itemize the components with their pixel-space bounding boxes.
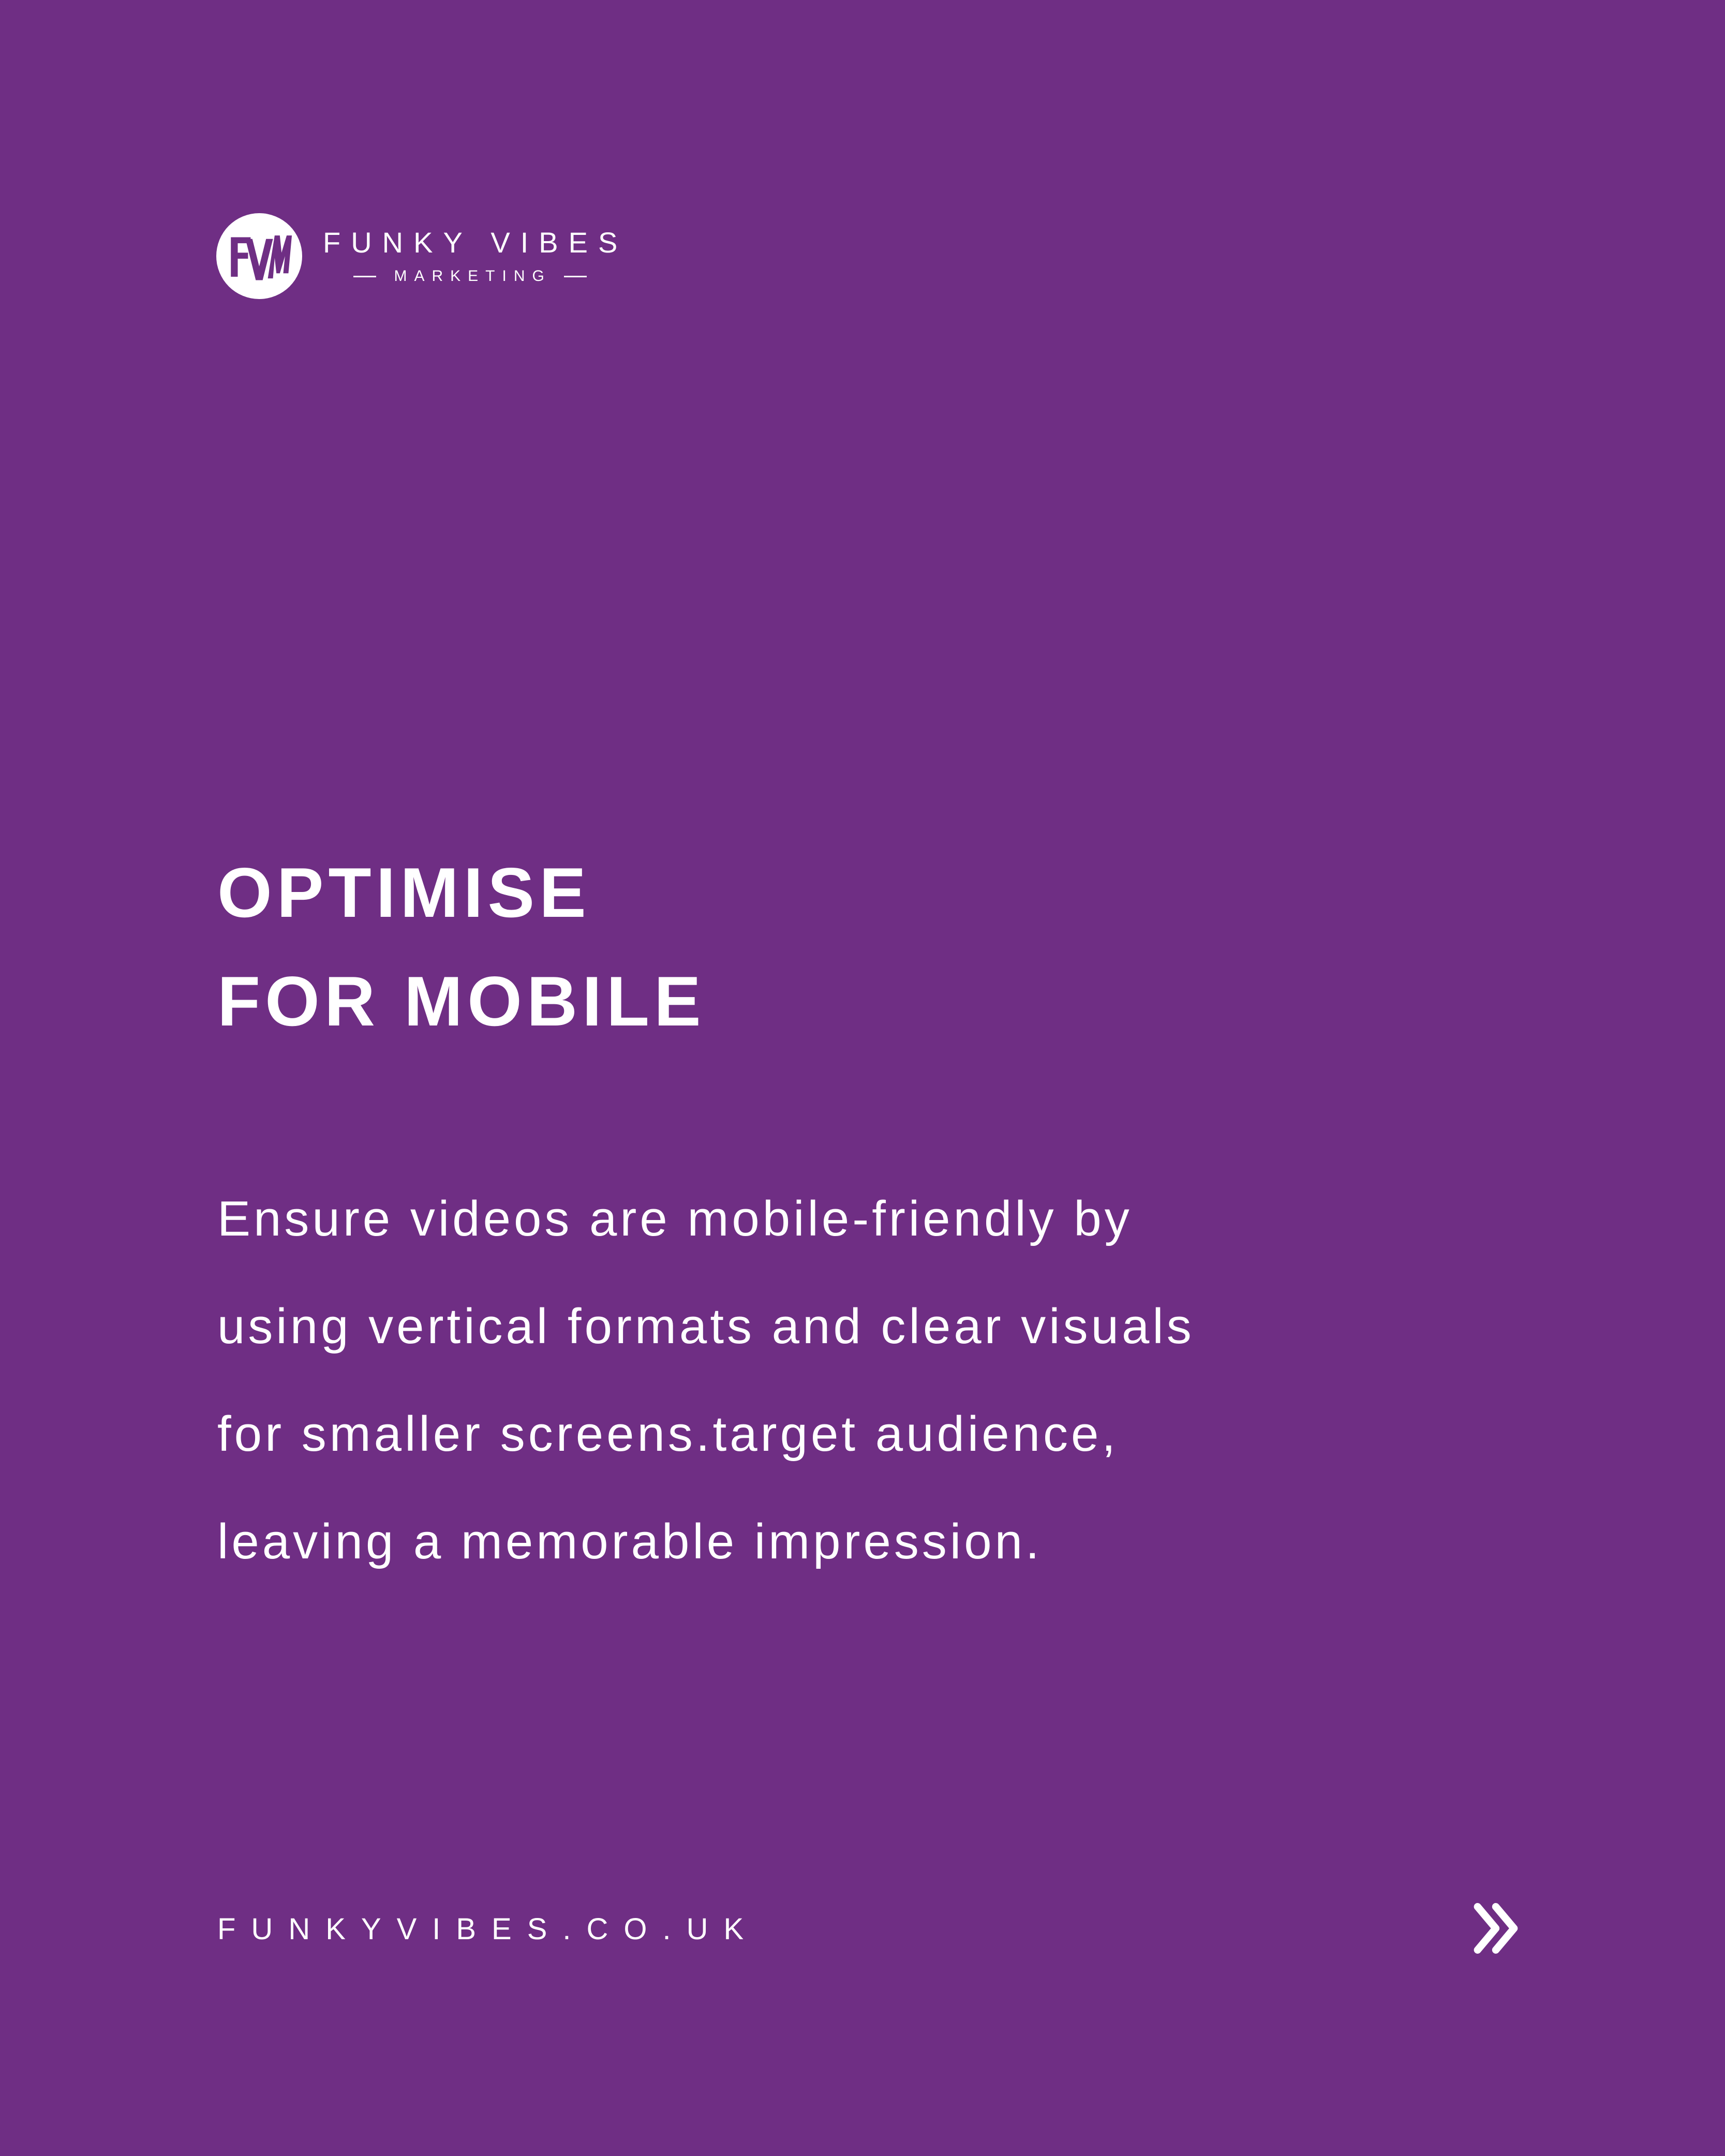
body-paragraph — [217, 1165, 1490, 1596]
body-line-1: Ensure videos are mobile-friendly by — [217, 1191, 1133, 1246]
brand-tagline-row — [353, 269, 586, 284]
brand-name: FUNKY VIBES — [323, 226, 628, 259]
double-chevron-right-icon[interactable] — [1467, 1900, 1524, 1957]
title-line-2: FOR MOBILE — [217, 962, 706, 1040]
body-line-4: leaving a memorable impression. — [217, 1514, 1043, 1569]
fvm-logo-icon — [216, 213, 302, 299]
divider-right — [564, 276, 587, 277]
body-line-2: using vertical formats and clear visuals — [217, 1299, 1195, 1354]
brand-wordmark — [323, 226, 628, 285]
divider-left — [353, 276, 376, 277]
page-title — [217, 838, 706, 1055]
brand-logo[interactable] — [216, 212, 628, 300]
brand-tagline: MARKETING — [394, 267, 552, 285]
body-line-3: for smaller screens.target audience, — [217, 1406, 1119, 1462]
website-link[interactable]: FUNKYVIBES.CO.UK — [217, 1912, 760, 1946]
title-line-1: OPTIMISE — [217, 853, 591, 932]
